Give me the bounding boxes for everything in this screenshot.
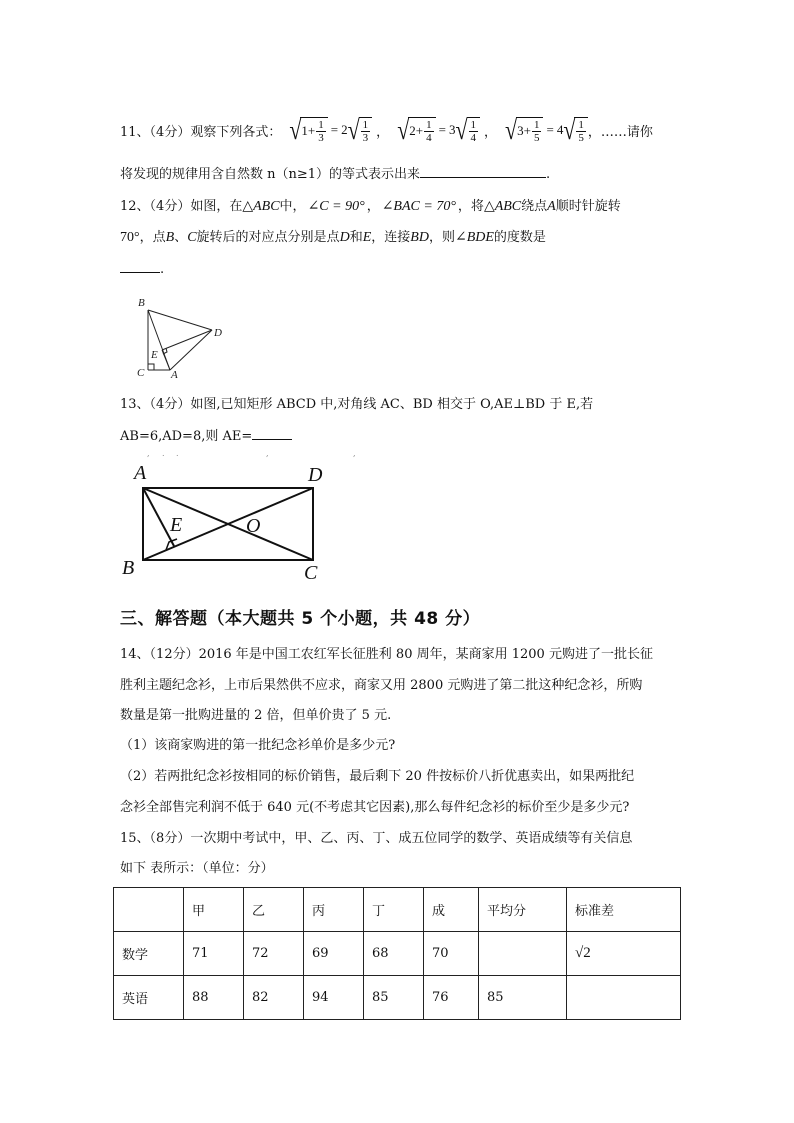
q11-line2: 将发现的规律用含自然数 n（n≥1）的等式表示出来 . <box>120 167 551 182</box>
sqrt-two: √2 <box>575 945 591 961</box>
section-heading: 三、解答题（本大题共 5 个小题，共 48 分） <box>120 609 481 629</box>
table-header-row <box>114 888 681 932</box>
q13-line2: AB=6,AD=8,则 AE= <box>120 427 292 446</box>
q15-line-1: 15、（8分）一次期中考试中，甲、乙、丙、丁、成五位同学的数学、英语成绩等有关信息 <box>120 831 633 846</box>
q11-prefix: 11、（4分）观察下列各式： <box>120 124 282 140</box>
label-b: B <box>138 297 145 309</box>
svg-text:,: , <box>353 449 356 458</box>
svg-text:.: . <box>176 449 179 458</box>
q13-line1: 13、（4分）如图,已知矩形 ABCD 中,对角线 AC、BD 相交于 O,AE⊥BD 于 E,若 <box>120 397 594 412</box>
table-cell: 82 <box>244 976 304 1020</box>
q13-answer-blank[interactable] <box>252 427 292 440</box>
q14-line-2: 胜利主题纪念衫，上市后果然供不应求，商家又用 2800 元购进了第二批这种纪念衫，所购 <box>120 678 643 693</box>
q13-figure <box>118 448 356 588</box>
q11-line1: 11、（4分）观察下列各式： √ 1 + $\frac{1}{3}$ = 2 √ $\frac{1}{3}$ ， √ 2 + $\frac{1}{4}$ = 3 √ $\frac{1}{4}$ ， √ 3 + $\frac{1}{5}$ = 4 √ $\frac{1}{5}$ ，……请你 <box>120 113 653 145</box>
label-a: A <box>134 462 147 484</box>
seg-bd <box>148 310 212 330</box>
right-angle-c <box>148 364 154 370</box>
table-cell: 68 <box>364 932 424 976</box>
svg-text:,: , <box>266 449 269 458</box>
q14-line-4: （1）该商家购进的第一批纪念衫单价是多少元? <box>120 738 396 753</box>
table-header-cell: 丁 <box>364 888 424 932</box>
table-cell: 72 <box>244 932 304 976</box>
table-header-cell: 平均分 <box>479 888 567 932</box>
table-cell: 85 <box>479 976 567 1020</box>
q12-line1: 12、（4分）如图，在△ABC中， ∠C = 90° ， ∠BAC = 70° ，将△ABC绕点A顺时针旋转 <box>120 199 621 214</box>
seg-ad <box>170 330 212 370</box>
q12-line2: 70°，点B、C旋转后的对应点分别是点D和E，连接BD，则∠BDE的度数是 <box>120 230 546 245</box>
label-a: A <box>171 369 178 381</box>
label-o: O <box>246 515 261 537</box>
table-header-cell: 成 <box>424 888 479 932</box>
table-row <box>114 976 681 1020</box>
label-c: C <box>137 367 145 379</box>
table-cell: 70 <box>424 932 479 976</box>
q14-line-1: 14、（12分）2016 年是中国工农红军长征胜利 80 周年，某商家用 1200 元购进了一批长征 <box>120 647 653 662</box>
seg-ed <box>162 330 212 350</box>
q15-line-2: 如下 表所示：（单位：分） <box>120 861 274 876</box>
table-cell: 88 <box>184 976 244 1020</box>
label-c: C <box>304 562 318 584</box>
q11-formula-1: √ 1 + $\frac{1}{3}$ = 2 √ $\frac{1}{3}$ <box>289 117 372 144</box>
q11-suffix: ，……请你 <box>587 124 653 140</box>
table-cell: 数学 <box>114 932 184 976</box>
label-e: E <box>170 514 183 536</box>
label-b: B <box>122 557 135 579</box>
table-header-cell: 甲 <box>184 888 244 932</box>
table-cell: 69 <box>304 932 364 976</box>
label-e: E <box>151 349 158 361</box>
scores-table <box>113 887 681 1020</box>
q11-formula-3: √ 3 + $\frac{1}{5}$ = 4 √ $\frac{1}{5}$ <box>505 117 588 144</box>
svg-text:,: , <box>147 449 150 458</box>
q11-answer-blank[interactable] <box>420 165 546 178</box>
q14-line-6: 念衫全部售完利润不低于 640 元(不考虑其它因素),那么每件纪念衫的标价至少是多少元? <box>120 800 630 815</box>
q12-line3: . <box>120 260 164 279</box>
table-row <box>114 932 681 976</box>
table-header-cell <box>114 888 184 932</box>
table-header-cell: 乙 <box>244 888 304 932</box>
table-cell: 85 <box>364 976 424 1020</box>
table-header-cell: 标准差 <box>567 888 681 932</box>
table-cell: 71 <box>184 932 244 976</box>
q12-answer-blank[interactable] <box>120 260 160 273</box>
table-cell: 76 <box>424 976 479 1020</box>
label-d: D <box>214 327 222 339</box>
q11-formula-2: √ 2 + $\frac{1}{4}$ = 3 √ $\frac{1}{4}$ <box>397 117 480 144</box>
table-cell <box>479 932 567 976</box>
svg-text:.: . <box>162 449 165 458</box>
table-header-cell: 丙 <box>304 888 364 932</box>
q12-figure <box>130 292 240 382</box>
table-cell: 94 <box>304 976 364 1020</box>
table-cell: 英语 <box>114 976 184 1020</box>
table-cell <box>567 976 681 1020</box>
table-cell-std <box>567 932 681 976</box>
q14-line-3: 数量是第一批购进量的 2 倍，但单价贵了 5 元. <box>120 708 392 723</box>
q14-line-5: （2）若两批纪念衫按相同的标价销售，最后剩下 20 件按标价八折优惠卖出，如果两批纪 <box>120 769 635 784</box>
label-d: D <box>308 464 323 486</box>
